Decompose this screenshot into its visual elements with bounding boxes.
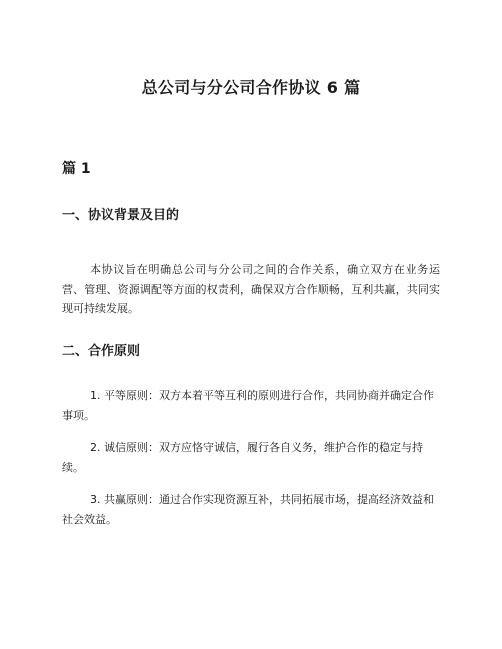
paragraph-background-purpose: 本协议旨在明确总公司与分公司之间的合作关系，确立双方在业务运营、管理、资源调配等方面的权责利，确保双方合作顺畅，互利共赢，共同实现可持续发展。	[62, 263, 440, 315]
section-label: 篇 1	[62, 161, 91, 177]
principle-item-win-win: 3. 共赢原则：通过合作实现资源互补，共同拓展市场，提高经济效益和社会效益。	[62, 493, 434, 526]
heading-cooperation-principles: 二、合作原则	[62, 344, 141, 359]
heading-background-purpose: 一、协议背景及目的	[62, 208, 180, 223]
document-title: 总公司与分公司合作协议 6 篇	[141, 78, 361, 97]
principle-item-equality: 1. 平等原则：双方本着平等互利的原则进行合作，共同协商并确定合作事项。	[62, 389, 434, 422]
principle-item-integrity: 2. 诚信原则：双方应恪守诚信，履行各自义务，维护合作的稳定与持续。	[62, 441, 423, 474]
